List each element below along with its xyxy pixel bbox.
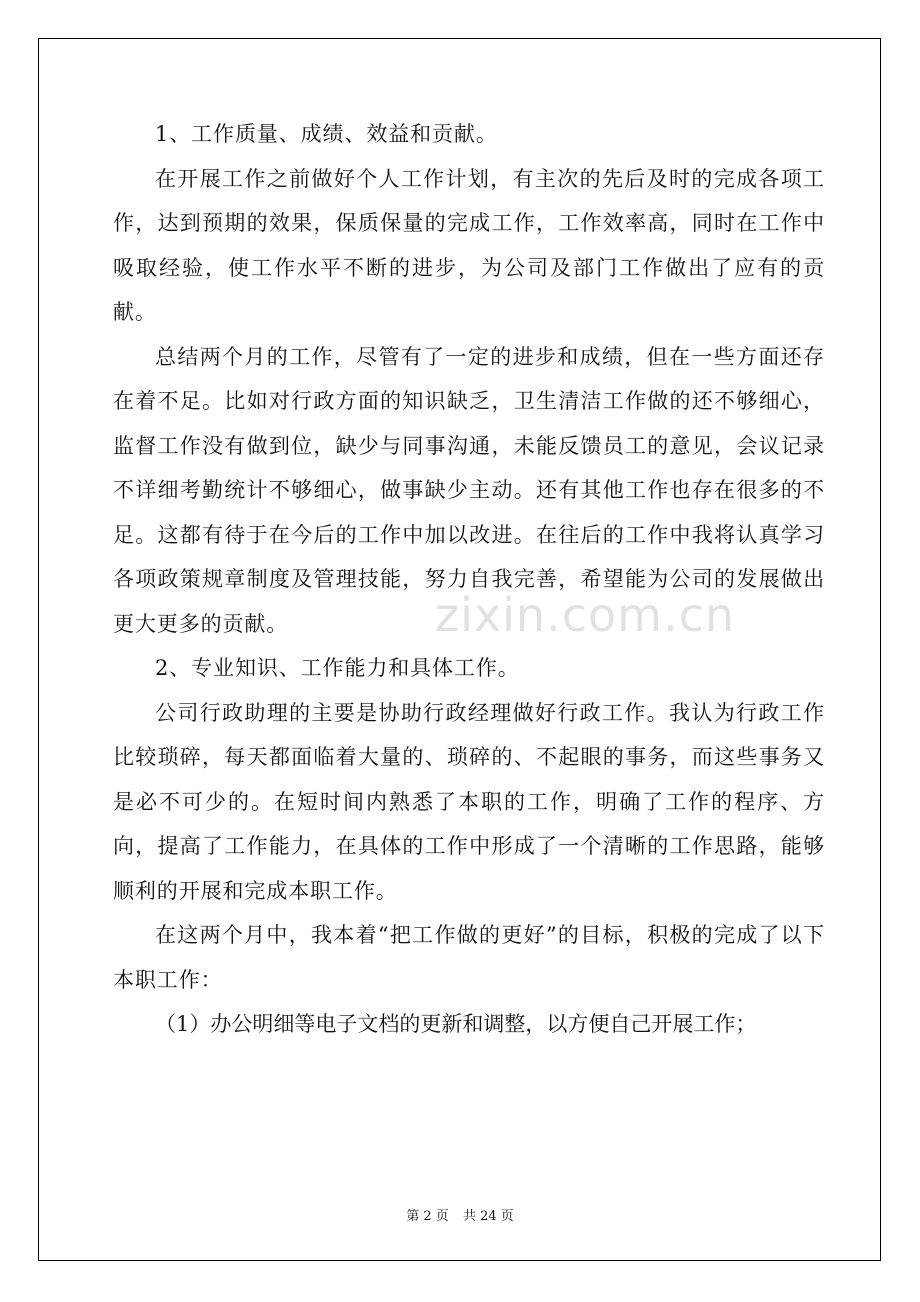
section-heading-2: 2、专业知识、工作能力和具体工作。 xyxy=(155,656,520,680)
section-heading-1: 1、工作质量、成绩、效益和贡献。 xyxy=(155,122,498,146)
paragraph-shortcomings: 总结两个月的工作，尽管有了一定的进步和成绩，但在一些方面还存在着不足。比如对行政方面的知识缺乏，卫生清洁工作做的还不够细心，监督工作没有做到位，缺少与同事沟通，未能反馈员工的意见，会议记录不详细考勤统计不够细心，做事缺少主动。还有其他工作也存在很多的不足。这都有待于在今后的工作中加以改进。在往后的工作中我将认真学习各项政策规章制度及管理技能，努力自我完善，希望能为公司的发展做出更大更多的贡献。 xyxy=(113,344,825,636)
page-number: 第 2 页 xyxy=(406,1209,449,1224)
paragraph-admin-assistant: 公司行政助理的主要是协助行政经理做好行政工作。我认为行政工作比较琐碎，每天都面临着大量的、琐碎的、不起眼的事务，而这些事务又是必不可少的。在短时间内熟悉了本职的工作，明确了工作的程序、方向，提高了工作能力，在具体的工作中形成了一个清晰的工作思路，能够顺利的开展和完成本职工作。 xyxy=(113,700,825,903)
paragraph-work-plan: 在开展工作之前做好个人工作计划，有主次的先后及时的完成各项工作，达到预期的效果，保质保量的完成工作，工作效率高，同时在工作中吸取经验，使工作水平不断的进步，为公司及部门工作做出了应有的贡献。 xyxy=(113,166,825,324)
watermark: zixin.com.cn xyxy=(435,588,736,642)
document-body xyxy=(113,112,825,1047)
page-total: 共 24 页 xyxy=(462,1209,514,1224)
paragraph-two-months: 在这两个月中，我本着“把工作做的更好”的目标，积极的完成了以下本职工作： xyxy=(113,923,825,992)
list-item-1: （1）办公明细等电子文档的更新和调整，以方便自己开展工作； xyxy=(155,1012,757,1036)
page-footer xyxy=(0,1205,920,1224)
